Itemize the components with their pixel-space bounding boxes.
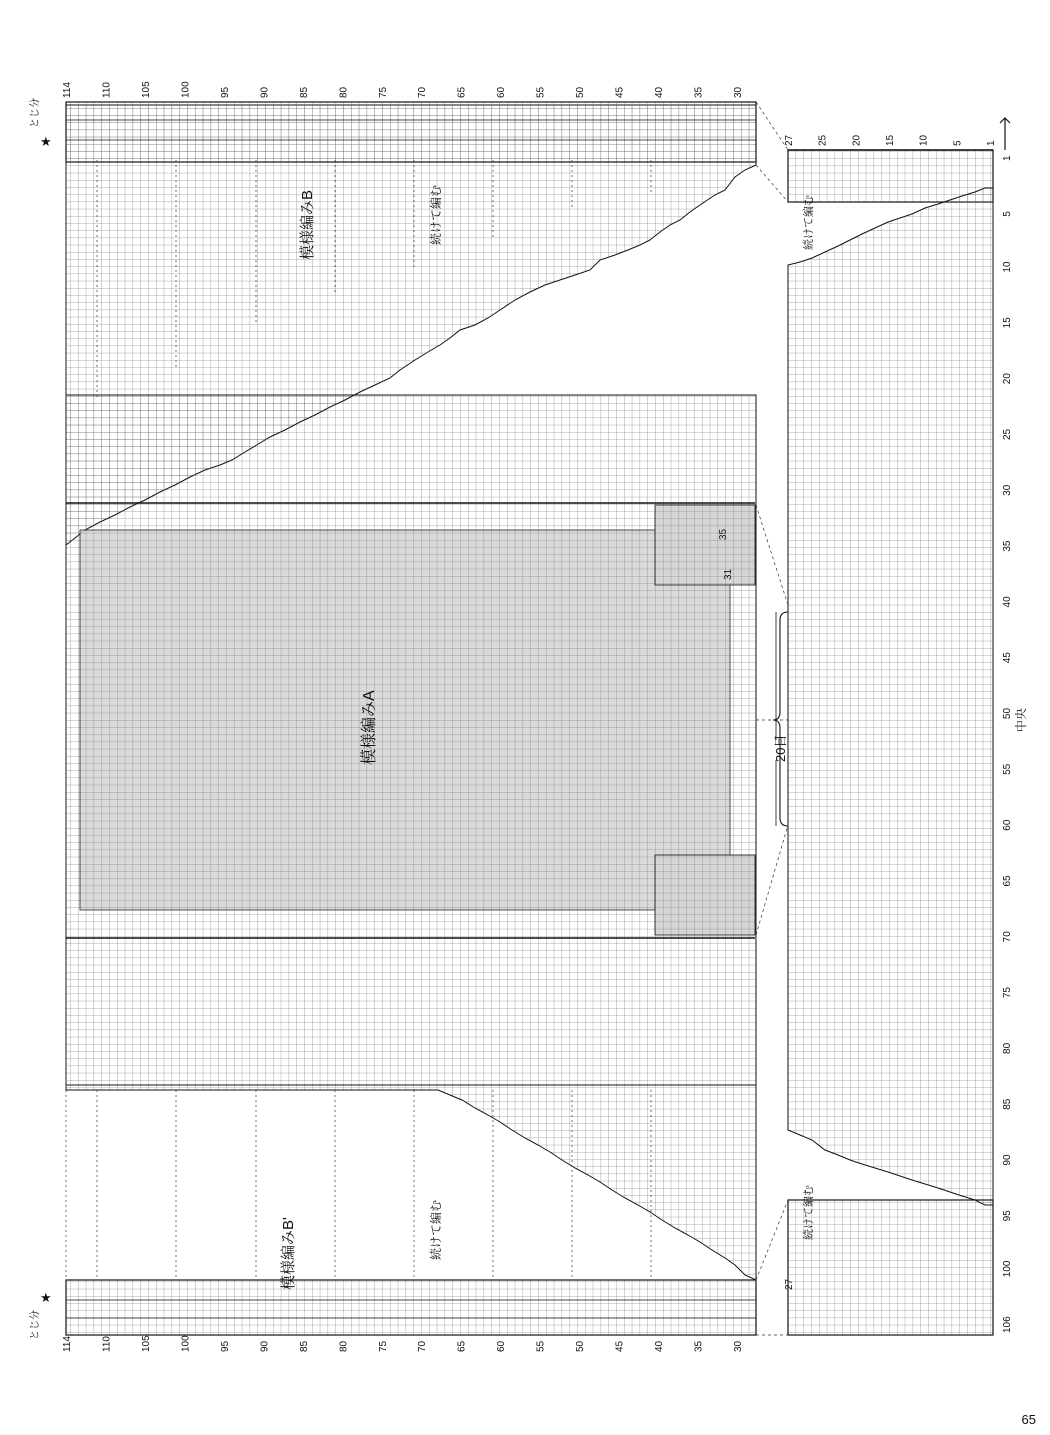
row-number: 50 (575, 1340, 587, 1352)
stitch-number: 45 (1002, 652, 1013, 664)
top-row-scale-right (784, 134, 997, 146)
bind-off-label-top: とじ分 (30, 98, 41, 128)
row-number: 30 (733, 1340, 744, 1352)
row-number: 75 (377, 1340, 389, 1352)
stitch-number: 35 (1002, 540, 1013, 552)
main-body-lower-shaping (66, 1085, 756, 1280)
star-marker-bottom: ★ (40, 1290, 52, 1305)
stitch-number: 80 (1002, 1042, 1013, 1054)
row-number: 27 (784, 134, 795, 146)
stitch-number: 50 (1002, 707, 1013, 720)
top-row-scale-left (62, 81, 744, 98)
page-number: 65 (1021, 1412, 1036, 1427)
stitch-number: 20 (1002, 373, 1013, 385)
row-number: 85 (298, 86, 310, 98)
row-number: 80 (338, 86, 350, 98)
stitch-number: 85 (1002, 1098, 1013, 1110)
right-bottom-band (788, 1200, 993, 1335)
row-number: 85 (298, 1340, 310, 1352)
row-35-label: 35 (718, 528, 729, 540)
stitch-number: 30 (1002, 484, 1013, 496)
stitch-number: 55 (1002, 763, 1013, 775)
right-panel (788, 150, 993, 1335)
row-number: 55 (535, 1340, 547, 1352)
row-number: 35 (693, 86, 705, 98)
twenty-stitch-label: 20目 (773, 734, 788, 762)
right-body (788, 188, 993, 1205)
stitch-number: 95 (1002, 1210, 1013, 1222)
stitch-number: 1 (1002, 155, 1013, 161)
bind-off-label-bottom: とじ分 (30, 1310, 41, 1340)
row-number: 45 (614, 1340, 626, 1352)
row-number: 80 (338, 1340, 350, 1352)
row-number: 65 (456, 86, 468, 98)
row-number: 114 (62, 82, 73, 98)
pattern-a-notch-bottom (655, 855, 755, 935)
row-number: 90 (259, 86, 271, 98)
continue-knit-label-right-bottom: 続けて編む (803, 1185, 815, 1240)
stitch-number: 106 (1002, 1316, 1013, 1333)
continue-knit-label-right-top: 続けて編む (803, 195, 815, 250)
continue-knit-label-top: 続けて編む (429, 184, 443, 245)
top-band-left (66, 102, 756, 162)
row-number: 20 (851, 134, 863, 146)
row-number: 95 (219, 86, 231, 98)
row-number: 1 (986, 140, 997, 146)
stitch-number: 70 (1002, 931, 1013, 943)
stitch-number-scale (1002, 155, 1013, 1333)
row-number: 35 (693, 1340, 705, 1352)
pattern-a-region (80, 530, 730, 910)
row-number: 60 (496, 1340, 508, 1352)
row-number: 70 (417, 1340, 429, 1352)
pattern-b-label: 模様編みB (299, 189, 316, 260)
row-number: 110 (101, 1336, 113, 1352)
row-number: 60 (496, 86, 508, 98)
connector-lines (756, 102, 788, 1335)
bottom-band-left (66, 1280, 756, 1335)
row-number: 105 (140, 1335, 152, 1352)
row-number: 45 (614, 86, 626, 98)
right-top-band (788, 150, 993, 202)
row-number: 65 (456, 1340, 468, 1352)
star-marker-top: ★ (40, 134, 52, 149)
row-number: 114 (62, 1336, 73, 1352)
stitch-number: 5 (1002, 211, 1013, 217)
stitch-number: 15 (1002, 317, 1013, 329)
row-number: 15 (885, 134, 896, 146)
row-number: 40 (654, 1340, 666, 1352)
row-number: 95 (219, 1340, 231, 1352)
bottom-row-scale-left (62, 1335, 744, 1352)
row-number: 40 (654, 86, 666, 98)
pattern-a-label: 模様編みA (361, 690, 378, 765)
center-label: 中央 (1014, 707, 1028, 732)
row-number: 25 (817, 134, 829, 146)
row-number: 50 (575, 86, 587, 98)
pattern-b-prime-label: 模様編みB' (280, 1217, 297, 1290)
bottom-row-scale-right (784, 1278, 795, 1290)
row-number: 30 (733, 86, 744, 98)
stitch-number: 65 (1002, 875, 1013, 887)
row-number: 105 (140, 81, 152, 98)
stitch-number: 100 (1002, 1260, 1013, 1278)
row-number: 5 (952, 140, 964, 146)
row-number: 55 (535, 86, 547, 98)
continue-knit-label-bottom: 続けて編む (429, 1199, 443, 1260)
row-number: 70 (417, 86, 429, 98)
row-number: 90 (259, 1340, 271, 1352)
stitch-number: 75 (1002, 987, 1013, 999)
stitch-number: 60 (1002, 819, 1013, 831)
stitch-number: 90 (1002, 1154, 1013, 1166)
pattern-a-notch-top (655, 505, 755, 585)
stitch-number: 10 (1002, 261, 1013, 273)
row-number: 100 (180, 81, 192, 98)
stitch-number: 40 (1002, 596, 1013, 608)
row-number: 75 (377, 86, 389, 98)
row-number: 110 (101, 82, 113, 98)
direction-arrow-icon (1000, 118, 1010, 150)
stitch-number: 25 (1002, 428, 1013, 441)
row-31-label: 31 (723, 568, 734, 580)
twenty-stitch-bracket (773, 612, 788, 826)
row-number: 100 (180, 1335, 192, 1352)
row-number: 27 (784, 1278, 795, 1290)
row-number: 10 (918, 134, 930, 146)
